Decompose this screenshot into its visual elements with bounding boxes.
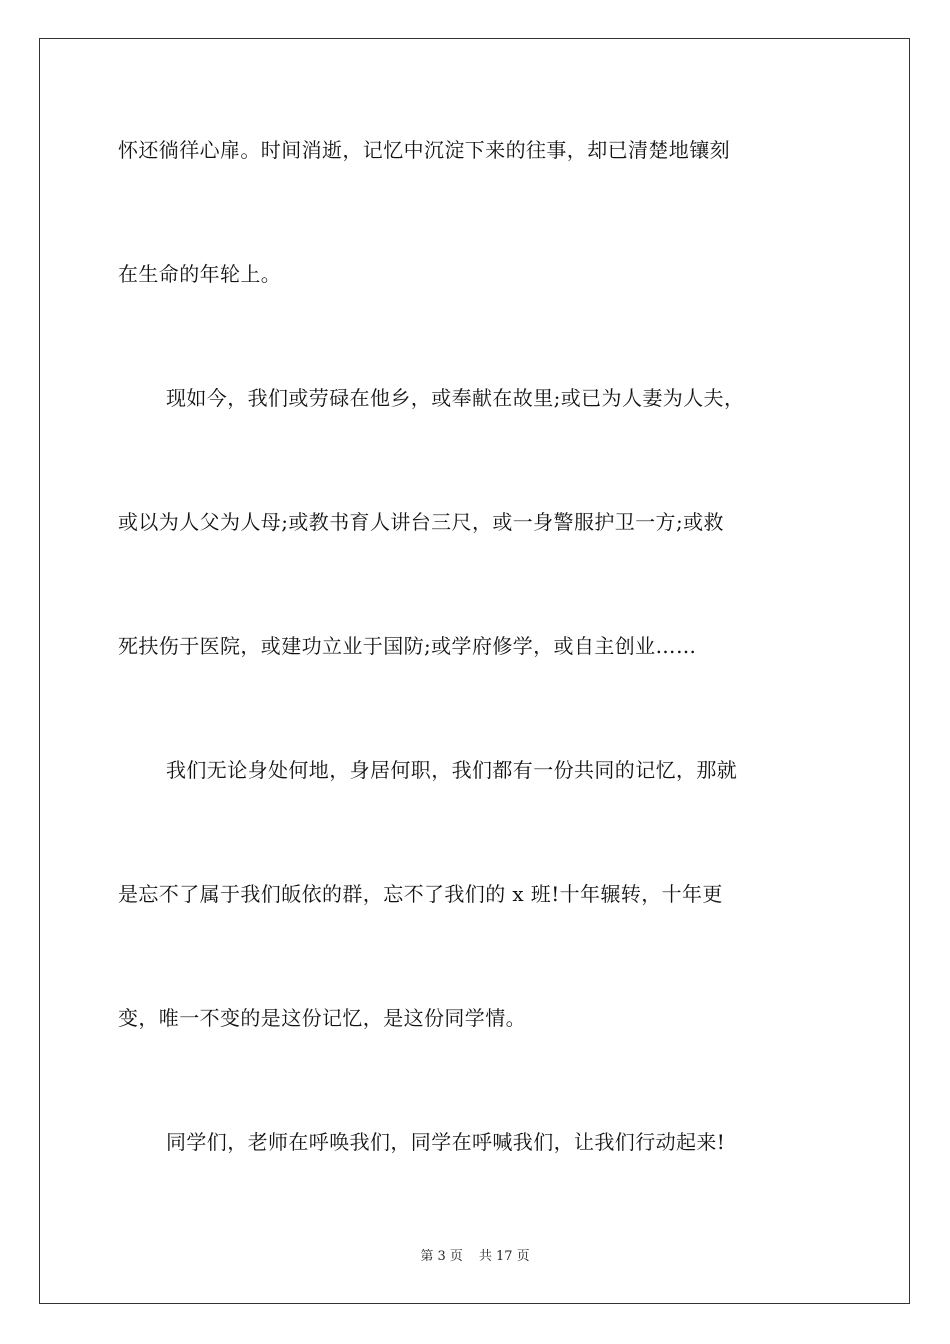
paragraph-line: 同学们，老师在呼唤我们，同学在呼喊我们，让我们行动起来! bbox=[166, 1130, 726, 1154]
paragraph-line: 变，唯一不变的是这份记忆，是这份同学情。 bbox=[118, 1006, 526, 1030]
paragraph-line: 我们无论身处何地，身居何职，我们都有一份共同的记忆，那就 bbox=[166, 758, 738, 782]
page-footer bbox=[0, 1248, 950, 1266]
paragraph-line: 现如今，我们或劳碌在他乡，或奉献在故里;或已为人妻为人夫， bbox=[166, 386, 745, 410]
page-total: 共 17 页 bbox=[478, 1249, 530, 1264]
paragraph-line: 或以为人父为人母;或教书育人讲台三尺，或一身警服护卫一方;或救 bbox=[118, 510, 724, 534]
paragraph-line: 在生命的年轮上。 bbox=[118, 262, 282, 286]
page-number: 第 3 页 bbox=[420, 1249, 463, 1264]
paragraph-line: 怀还徜徉心扉。时间消逝，记忆中沉淀下来的往事，却已清楚地镶刻 bbox=[118, 138, 730, 162]
page-border bbox=[39, 38, 910, 1304]
paragraph-line: 死扶伤于医院，或建功立业于国防;或学府修学，或自主创业…… bbox=[118, 634, 697, 658]
paragraph-line: 是忘不了属于我们皈依的群，忘不了我们的 x 班!十年辗转，十年更 bbox=[118, 882, 723, 906]
